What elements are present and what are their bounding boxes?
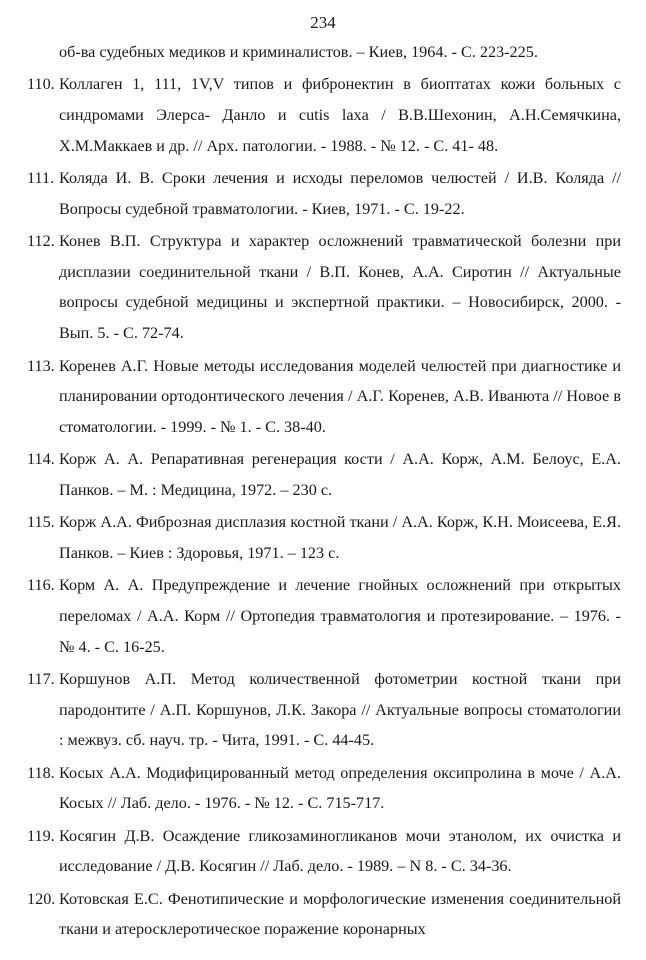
reference-text: Корм А. А. Предупреждение и лечение гнойных осложнений при открытых переломах / А.А. Корм // Ортопедия травматология и протезирование. – 1976. - № 4. - С. 16-25. xyxy=(59,576,621,656)
reference-item-120 xyxy=(27,884,621,945)
reference-text: Коллаген 1, 111, 1V,V типов и фибронектин в биоптатах кожи больных с синдромами Элерса- Данло и cutis laxa / В.В.Шехонин, А.Н.Семячкина, Х.М.Маккаев и др. // Арх. патологии. - 1988. - № 12. - С. 41- 48. xyxy=(59,75,621,155)
reference-item-116 xyxy=(27,570,621,662)
reference-number: 118. xyxy=(27,763,55,782)
page-number: 234 xyxy=(310,13,336,32)
reference-item-111 xyxy=(27,163,621,224)
reference-text: Корж А. А. Репаративная регенерация кости / А.А. Корж, А.М. Белоус, Е.А. Панков. – М. : Медицина, 1972. – 230 с. xyxy=(59,450,621,499)
reference-number: 116. xyxy=(27,576,55,595)
reference-list xyxy=(27,37,621,947)
reference-text: Коршунов А.П. Метод количественной фотометрии костной ткани при пародонтите / А.П. Коршунов, Л.К. Закора // Актуальные вопросы стоматологии : межвуз. сб. науч. тр. - Чита, 1991. - С. 44-45. xyxy=(59,670,621,750)
reference-number: 112. xyxy=(27,232,55,251)
reference-item-119 xyxy=(27,821,621,882)
reference-continuation xyxy=(27,37,621,68)
reference-item-112 xyxy=(27,226,621,348)
reference-text: Конев В.П. Структура и характер осложнений травматической болезни при дисплазии соединительной ткани / В.П. Конев, А.А. Сиротин // Актуальные вопросы судебной медицины и экспертной практики. – Новосибирск, 2000. - Вып. 5. - С. 72-74. xyxy=(59,232,621,343)
reference-number: 117. xyxy=(27,670,55,688)
reference-item-118 xyxy=(27,758,621,819)
reference-number: 110. xyxy=(27,75,55,94)
reference-number: 114. xyxy=(27,450,55,469)
reference-item-114 xyxy=(27,444,621,505)
reference-number: 119. xyxy=(27,826,55,845)
reference-text: Корж А.А. Фиброзная дисплазия костной ткани / А.А. Корж, К.Н. Моисеева, Е.Я. Панков. – Киев : Здоровья, 1971. – 123 с. xyxy=(59,513,621,562)
reference-text: Косягин Д.В. Осаждение гликозаминогликанов мочи этанолом, их очистка и исследование / Д.В. Косягин // Лаб. дело. - 1989. – N 8. - С. 34-36. xyxy=(59,826,621,876)
reference-continuation-text: об-ва судебных медиков и криминалистов. – Киев, 1964. - С. 223-225. xyxy=(59,43,538,61)
reference-number: 120. xyxy=(27,889,56,908)
reference-text: Косых А.А. Модифицированный метод определения оксипролина в моче / А.А. Косых // Лаб. дело. - 1976. - № 12. - С. 715-717. xyxy=(59,763,621,813)
reference-number: 111. xyxy=(27,169,55,188)
reference-number: 113. xyxy=(27,356,55,375)
reference-item-115 xyxy=(27,507,621,568)
reference-item-113 xyxy=(27,351,621,443)
reference-text: Коляда И. В. Сроки лечения и исходы переломов челюстей / И.В. Коляда // Вопросы судебной травматологии. - Киев, 1971. - С. 19-22. xyxy=(59,169,621,218)
reference-item-110 xyxy=(27,69,621,161)
reference-text: Котовская Е.С. Фенотипические и морфологические изменения соединительной ткани и атеросклеротическое поражение коронарных xyxy=(59,889,621,939)
reference-text: Коренев А.Г. Новые методы исследования моделей челюстей при диагностике и планировании ортодонтического лечения / А.Г. Коренев, А.В. Иванюта // Новое в стоматологии. - 1999. - № 1. - С. 38-40. xyxy=(59,356,621,436)
reference-number: 115. xyxy=(27,513,55,532)
reference-item-117 xyxy=(27,664,621,756)
